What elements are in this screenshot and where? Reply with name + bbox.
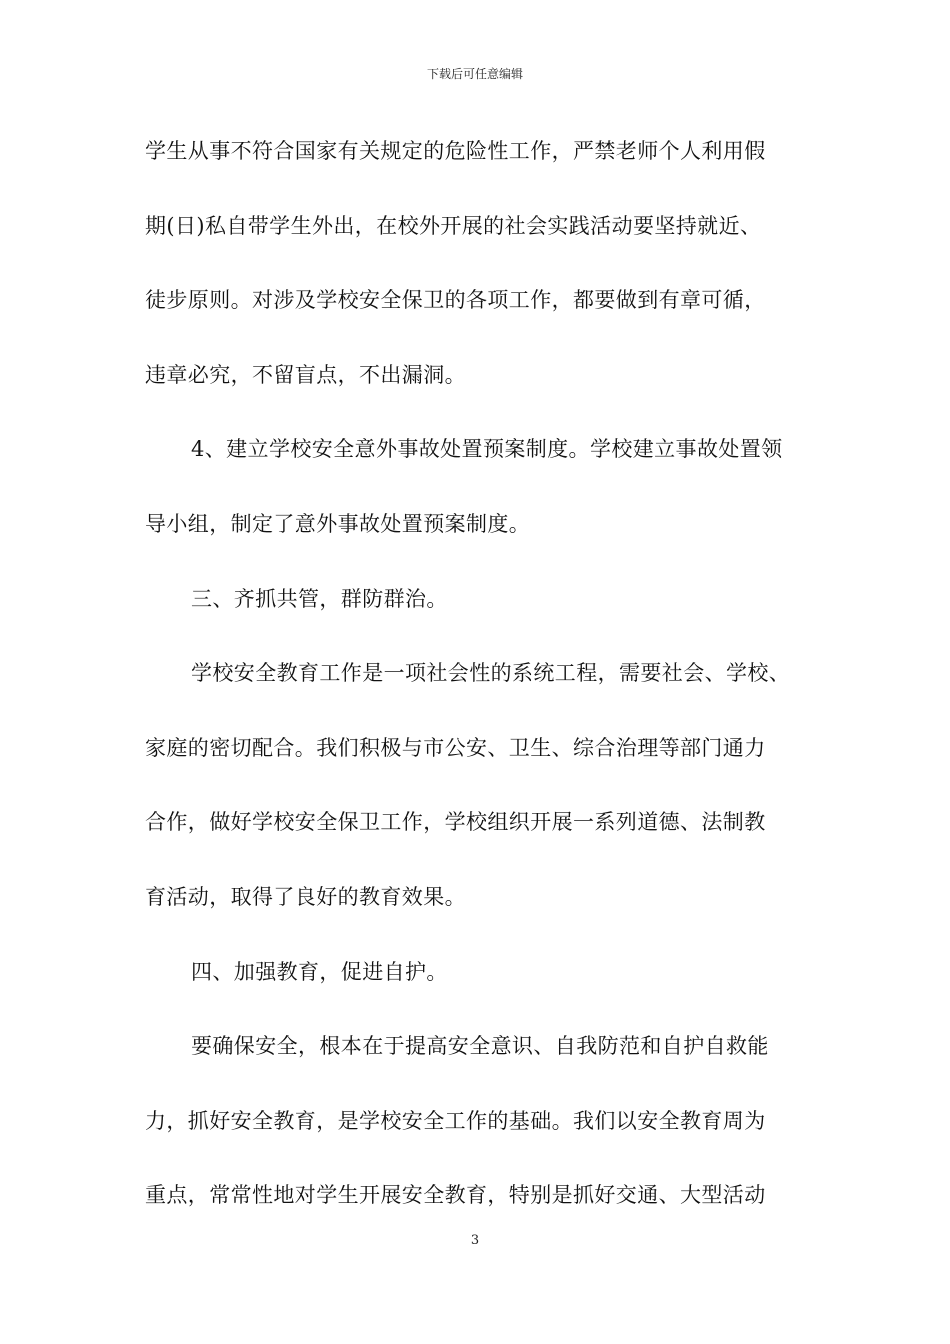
section-heading: 三、齐抓共管，群防群治。 bbox=[191, 586, 448, 611]
text-line: 家庭的密切配合。我们积极与市公安、卫生、综合治理等部门通力 bbox=[145, 735, 766, 760]
text-line: 合作，做好学校安全保卫工作，学校组织开展一系列道德、法制教 bbox=[145, 810, 766, 835]
text-line: 要确保安全，根本在于提高安全意识、自我防范和自护自救能 bbox=[191, 1034, 769, 1059]
text-line: 导小组，制定了意外事故处置预案制度。 bbox=[145, 511, 531, 536]
text-line: 育活动，取得了良好的教育效果。 bbox=[145, 884, 466, 909]
text-line: 4、建立学校安全意外事故处置预案制度。学校建立事故处置领 bbox=[191, 437, 783, 462]
text-line: 力，抓好安全教育，是学校安全工作的基础。我们以安全教育周为 bbox=[145, 1108, 766, 1133]
text-line: 重点，常常性地对学生开展安全教育，特别是抓好交通、大型活动 bbox=[145, 1183, 766, 1208]
document-body bbox=[145, 128, 813, 1247]
section-heading: 四、加强教育，促进自护。 bbox=[191, 959, 448, 984]
text-line: 学生从事不符合国家有关规定的危险性工作，严禁老师个人利用假 bbox=[145, 139, 766, 163]
text-line: 徒步原则。对涉及学校安全保卫的各项工作，都要做到有章可循， bbox=[145, 288, 766, 313]
text-line: 期(日)私自带学生外出，在校外开展的社会实践活动要坚持就近、 bbox=[145, 213, 762, 238]
page-header: 下载后可任意编辑 bbox=[426, 67, 523, 81]
text-line: 学校安全教育工作是一项社会性的系统工程，需要社会、学校、 bbox=[191, 661, 791, 686]
page-number: 3 bbox=[470, 1233, 480, 1248]
text-line: 违章必究，不留盲点，不出漏洞。 bbox=[145, 362, 466, 387]
